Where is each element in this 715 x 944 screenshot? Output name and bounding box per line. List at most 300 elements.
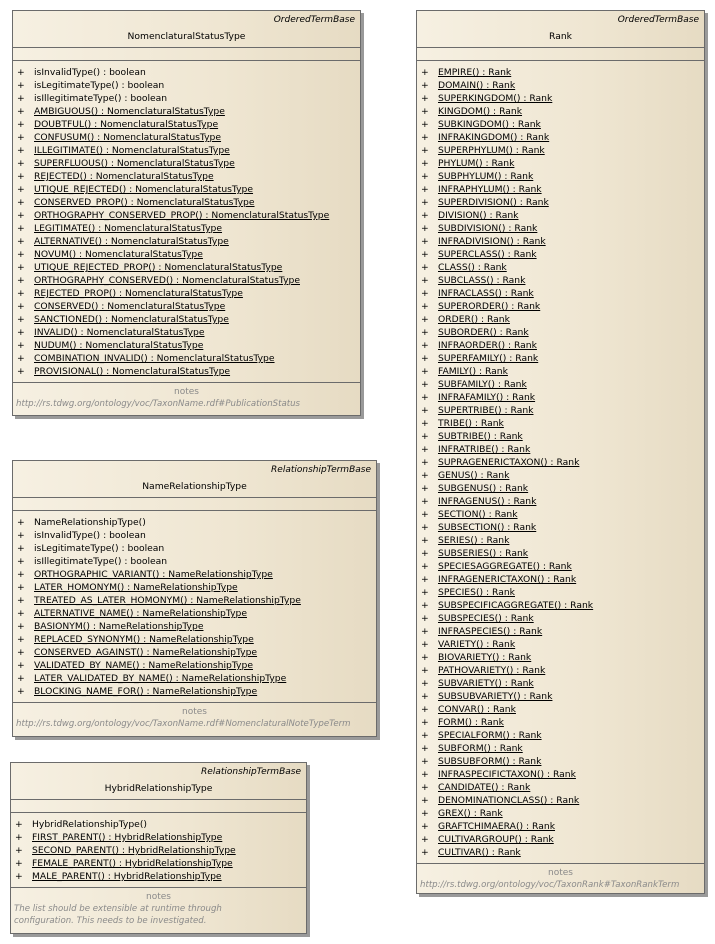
class-hybrid-relationship-type[interactable]: [10, 762, 307, 934]
operation-signature: SUBKINGDOM() : Rank: [438, 119, 541, 130]
operation-row[interactable]: [417, 521, 704, 534]
visibility-marker: +: [421, 704, 429, 715]
visibility-marker: +: [421, 132, 429, 143]
notes-compartment: [11, 888, 306, 927]
operation-row[interactable]: [13, 66, 360, 79]
operation-signature: GREX() : Rank: [438, 808, 503, 819]
operation-signature: COMBINATION_INVALID() : NomenclaturalStatusType: [34, 353, 275, 364]
operation-signature: ILLEGITIMATE() : NomenclaturalStatusType: [34, 145, 230, 156]
visibility-marker: +: [17, 366, 25, 377]
operation-row[interactable]: [417, 248, 704, 261]
operation-row[interactable]: [417, 313, 704, 326]
operation-row[interactable]: [13, 248, 360, 261]
notes-label: notes: [548, 868, 573, 878]
operation-row[interactable]: [417, 586, 704, 599]
notes-compartment: [417, 864, 704, 891]
visibility-marker: +: [17, 288, 25, 299]
operation-row[interactable]: [417, 118, 704, 131]
visibility-marker: +: [17, 660, 25, 671]
visibility-marker: +: [421, 171, 429, 182]
operation-signature: SERIES() : Rank: [438, 535, 510, 546]
operation-signature: INFRAGENERICTAXON() : Rank: [438, 574, 577, 585]
notes-text: http://rs.tdwg.org/ontology/voc/TaxonRank#TaxonRankTerm: [420, 880, 680, 890]
class-header: [13, 461, 376, 498]
visibility-marker: +: [421, 652, 429, 663]
visibility-marker: +: [421, 340, 429, 351]
operation-row[interactable]: [417, 430, 704, 443]
operation-signature: BASIONYM() : NameRelationshipType: [34, 621, 204, 632]
operation-row[interactable]: [13, 170, 360, 183]
visibility-marker: +: [17, 249, 25, 260]
operation-row[interactable]: [13, 607, 376, 620]
operation-row[interactable]: [417, 365, 704, 378]
operation-row[interactable]: [417, 157, 704, 170]
operation-signature: GENUS() : Rank: [438, 470, 510, 481]
operation-signature: isIllegitimateType() : boolean: [34, 556, 168, 567]
operation-signature: isInvalidType() : boolean: [34, 67, 146, 78]
operation-signature: CONSERVED_PROP() : NomenclaturalStatusType: [34, 197, 255, 208]
visibility-marker: +: [421, 457, 429, 468]
visibility-marker: +: [421, 522, 429, 533]
operation-row[interactable]: [13, 105, 360, 118]
operation-signature: INFRASPECIFICTAXON() : Rank: [438, 769, 576, 780]
operation-row[interactable]: [13, 633, 376, 646]
operation-signature: SUPERTRIBE() : Rank: [438, 405, 534, 416]
operation-row[interactable]: [13, 209, 360, 222]
operation-row[interactable]: [417, 456, 704, 469]
operation-signature: ORTHOGRAPHY_CONSERVED() : NomenclaturalStatusType: [34, 275, 300, 286]
operation-signature: ORDER() : Rank: [438, 314, 510, 325]
operation-row[interactable]: [417, 807, 704, 820]
visibility-marker: +: [17, 301, 25, 312]
visibility-marker: +: [421, 431, 429, 442]
operation-row[interactable]: [417, 573, 704, 586]
visibility-marker: +: [17, 223, 25, 234]
visibility-marker: +: [421, 678, 429, 689]
operation-row[interactable]: [13, 183, 360, 196]
operation-signature: DIVISION() : Rank: [438, 210, 519, 221]
visibility-marker: +: [421, 145, 429, 156]
operations-compartment: [13, 61, 360, 383]
operation-row[interactable]: [417, 183, 704, 196]
operation-signature: SUPERFLUOUS() : NomenclaturalStatusType: [34, 158, 235, 169]
operation-row[interactable]: [11, 870, 306, 883]
operation-row[interactable]: [417, 677, 704, 690]
notes-text: configuration. This needs to be investigated.: [14, 916, 207, 926]
operations-compartment: [417, 61, 704, 864]
visibility-marker: +: [421, 600, 429, 611]
operation-signature: INFRATRIBE() : Rank: [438, 444, 531, 455]
operation-signature: VALIDATED_BY_NAME() : NameRelationshipType: [34, 660, 253, 671]
visibility-marker: +: [421, 574, 429, 585]
class-name: HybridRelationshipType: [104, 783, 213, 794]
operation-signature: SUBPHYLUM() : Rank: [438, 171, 534, 182]
visibility-marker: +: [421, 691, 429, 702]
operation-signature: CULTIVAR() : Rank: [438, 847, 521, 858]
operation-signature: SUPERORDER() : Rank: [438, 301, 541, 312]
operation-row[interactable]: [417, 768, 704, 781]
attributes-compartment: [13, 48, 360, 61]
visibility-marker: +: [17, 132, 25, 143]
visibility-marker: +: [421, 548, 429, 559]
operation-signature: SUPERDIVISION() : Rank: [438, 197, 549, 208]
operation-row[interactable]: [417, 781, 704, 794]
operation-row[interactable]: [417, 794, 704, 807]
visibility-marker: +: [17, 340, 25, 351]
operation-row[interactable]: [13, 118, 360, 131]
operation-row[interactable]: [13, 352, 360, 365]
visibility-marker: +: [17, 608, 25, 619]
operation-signature: DOMAIN() : Rank: [438, 80, 516, 91]
operation-row[interactable]: [11, 857, 306, 870]
operation-row[interactable]: [13, 131, 360, 144]
visibility-marker: +: [421, 236, 429, 247]
operation-signature: INFRAPHYLUM() : Rank: [438, 184, 542, 195]
operation-row[interactable]: [11, 844, 306, 857]
operation-row[interactable]: [417, 612, 704, 625]
operation-row[interactable]: [417, 287, 704, 300]
operation-row[interactable]: [417, 339, 704, 352]
attributes-compartment: [417, 48, 704, 61]
operation-row[interactable]: [417, 105, 704, 118]
operation-signature: REJECTED_PROP() : NomenclaturalStatusType: [34, 288, 243, 299]
operation-row[interactable]: [13, 672, 376, 685]
operation-row[interactable]: [13, 339, 360, 352]
visibility-marker: +: [421, 808, 429, 819]
operation-signature: FEMALE_PARENT() : HybridRelationshipType: [32, 858, 233, 869]
visibility-marker: +: [421, 769, 429, 780]
operation-row[interactable]: [417, 66, 704, 79]
visibility-marker: +: [17, 67, 25, 78]
operation-signature: isIllegitimateType() : boolean: [34, 93, 168, 104]
visibility-marker: +: [421, 314, 429, 325]
operation-row[interactable]: [417, 742, 704, 755]
class-nomenclatural-status-type[interactable]: [12, 10, 361, 416]
attributes-compartment: [13, 498, 376, 511]
operation-row[interactable]: [13, 568, 376, 581]
class-header: [417, 11, 704, 48]
operation-row[interactable]: [417, 846, 704, 859]
visibility-marker: +: [421, 392, 429, 403]
operation-signature: UTIQUE_REJECTED_PROP() : NomenclaturalStatusType: [34, 262, 283, 273]
operation-row[interactable]: [417, 417, 704, 430]
operation-row[interactable]: [417, 209, 704, 222]
operation-row[interactable]: [13, 144, 360, 157]
operation-signature: SUBSUBVARIETY() : Rank: [438, 691, 553, 702]
operation-signature: SANCTIONED() : NomenclaturalStatusType: [34, 314, 229, 325]
operation-signature: INFRAKINGDOM() : Rank: [438, 132, 550, 143]
operation-row[interactable]: [13, 287, 360, 300]
operation-signature: CULTIVARGROUP() : Rank: [438, 834, 554, 845]
operation-signature: HybridRelationshipType(): [32, 819, 148, 830]
operation-row[interactable]: [13, 529, 376, 542]
operation-row[interactable]: [13, 326, 360, 339]
operation-row[interactable]: [417, 703, 704, 716]
operation-row[interactable]: [417, 274, 704, 287]
operation-signature: NOVUM() : NomenclaturalStatusType: [34, 249, 203, 260]
visibility-marker: +: [17, 595, 25, 606]
operation-signature: SUPERPHYLUM() : Rank: [438, 145, 545, 156]
operation-row[interactable]: [417, 300, 704, 313]
operation-row[interactable]: [13, 300, 360, 313]
operation-row[interactable]: [417, 560, 704, 573]
visibility-marker: +: [17, 569, 25, 580]
operation-row[interactable]: [13, 685, 376, 698]
operation-row[interactable]: [417, 820, 704, 833]
operation-signature: VARIETY() : Rank: [438, 639, 516, 650]
operation-row[interactable]: [417, 482, 704, 495]
operation-signature: INFRAFAMILY() : Rank: [438, 392, 536, 403]
visibility-marker: +: [421, 223, 429, 234]
visibility-marker: +: [17, 634, 25, 645]
visibility-marker: +: [421, 847, 429, 858]
operation-signature: TRIBE() : Rank: [438, 418, 504, 429]
operation-signature: SUPRAGENERICTAXON() : Rank: [438, 457, 580, 468]
operation-row[interactable]: [13, 313, 360, 326]
visibility-marker: +: [17, 517, 25, 528]
operation-signature: ORTHOGRAPHY_CONSERVED_PROP() : NomenclaturalStatusType: [34, 210, 330, 221]
visibility-marker: +: [17, 327, 25, 338]
visibility-marker: +: [421, 483, 429, 494]
visibility-marker: +: [421, 106, 429, 117]
operation-signature: SECTION() : Rank: [438, 509, 518, 520]
operation-row[interactable]: [417, 170, 704, 183]
operation-signature: FAMILY() : Rank: [438, 366, 508, 377]
operation-row[interactable]: [13, 196, 360, 209]
operation-row[interactable]: [13, 92, 360, 105]
operation-signature: PATHOVARIETY() : Rank: [438, 665, 546, 676]
operation-row[interactable]: [11, 831, 306, 844]
operation-row[interactable]: [417, 534, 704, 547]
visibility-marker: +: [17, 556, 25, 567]
notes-compartment: [13, 383, 360, 410]
operation-row[interactable]: [417, 833, 704, 846]
visibility-marker: +: [15, 871, 23, 882]
operation-row[interactable]: [13, 222, 360, 235]
operation-signature: SUBGENUS() : Rank: [438, 483, 529, 494]
operation-row[interactable]: [417, 716, 704, 729]
operation-signature: ORTHOGRAPHIC_VARIANT() : NameRelationshipType: [34, 569, 273, 580]
operation-signature: CONSERVED_AGAINST() : NameRelationshipType: [34, 647, 258, 658]
operation-row[interactable]: [13, 157, 360, 170]
visibility-marker: +: [421, 509, 429, 520]
operation-signature: CONVAR() : Rank: [438, 704, 516, 715]
operation-row[interactable]: [13, 261, 360, 274]
operation-row[interactable]: [417, 443, 704, 456]
visibility-marker: +: [421, 613, 429, 624]
visibility-marker: +: [17, 686, 25, 697]
operation-row[interactable]: [417, 508, 704, 521]
class-header: [11, 763, 306, 800]
operation-row[interactable]: [13, 646, 376, 659]
operation-signature: REPLACED_SYNONYM() : NameRelationshipType: [34, 634, 254, 645]
visibility-marker: +: [421, 119, 429, 130]
visibility-marker: +: [421, 366, 429, 377]
visibility-marker: +: [421, 67, 429, 78]
operation-signature: SPECIESAGGREGATE() : Rank: [438, 561, 572, 572]
visibility-marker: +: [421, 444, 429, 455]
operation-row[interactable]: [13, 594, 376, 607]
visibility-marker: +: [421, 587, 429, 598]
operation-row[interactable]: [417, 79, 704, 92]
operation-row[interactable]: [417, 547, 704, 560]
stereotype: RelationshipTermBase: [271, 465, 371, 475]
operation-signature: SUBSERIES() : Rank: [438, 548, 529, 559]
visibility-marker: +: [17, 106, 25, 117]
operation-row[interactable]: [13, 516, 376, 529]
visibility-marker: +: [421, 782, 429, 793]
visibility-marker: +: [17, 158, 25, 169]
operation-row[interactable]: [417, 144, 704, 157]
operation-signature: INFRADIVISION() : Rank: [438, 236, 546, 247]
visibility-marker: +: [421, 405, 429, 416]
operation-signature: DENOMINATIONCLASS() : Rank: [438, 795, 580, 806]
visibility-marker: +: [421, 626, 429, 637]
operation-signature: EMPIRE() : Rank: [438, 67, 512, 78]
operation-signature: CONSERVED() : NomenclaturalStatusType: [34, 301, 226, 312]
notes-text: http://rs.tdwg.org/ontology/voc/TaxonName.rdf#PublicationStatus: [16, 399, 301, 409]
visibility-marker: +: [421, 639, 429, 650]
operation-row[interactable]: [13, 365, 360, 378]
operation-row[interactable]: [11, 818, 306, 831]
operation-row[interactable]: [417, 326, 704, 339]
operation-signature: SPECIALFORM() : Rank: [438, 730, 542, 741]
operation-signature: DOUBTFUL() : NomenclaturalStatusType: [34, 119, 219, 130]
operation-signature: isInvalidType() : boolean: [34, 530, 146, 541]
visibility-marker: +: [15, 819, 23, 830]
visibility-marker: +: [17, 236, 25, 247]
operation-signature: LATER_HOMONYM() : NameRelationshipType: [34, 582, 238, 593]
operation-row[interactable]: [13, 581, 376, 594]
operation-signature: SUBFORM() : Rank: [438, 743, 523, 754]
operation-row[interactable]: [417, 352, 704, 365]
operation-signature: FIRST_PARENT() : HybridRelationshipType: [32, 832, 223, 843]
operation-row[interactable]: [417, 92, 704, 105]
class-name-relationship-type[interactable]: [12, 460, 377, 737]
operation-row[interactable]: [13, 274, 360, 287]
attributes-compartment: [11, 800, 306, 813]
operation-row[interactable]: [417, 222, 704, 235]
operation-signature: BLOCKING_NAME_FOR() : NameRelationshipType: [34, 686, 258, 697]
visibility-marker: +: [421, 795, 429, 806]
operation-signature: GRAFTCHIMAERA() : Rank: [438, 821, 556, 832]
operation-row[interactable]: [417, 391, 704, 404]
stereotype: OrderedTermBase: [273, 15, 355, 25]
operation-row[interactable]: [417, 664, 704, 677]
operation-signature: REJECTED() : NomenclaturalStatusType: [34, 171, 214, 182]
operation-row[interactable]: [417, 625, 704, 638]
operation-signature: PHYLUM() : Rank: [438, 158, 515, 169]
visibility-marker: +: [17, 210, 25, 221]
visibility-marker: +: [17, 119, 25, 130]
operation-signature: AMBIGUOUS() : NomenclaturalStatusType: [34, 106, 225, 117]
operation-signature: SUBORDER() : Rank: [438, 327, 529, 338]
visibility-marker: +: [421, 379, 429, 390]
operation-row[interactable]: [13, 235, 360, 248]
operation-signature: SPECIES() : Rank: [438, 587, 515, 598]
visibility-marker: +: [421, 353, 429, 364]
operation-signature: isLegitimateType() : boolean: [34, 543, 165, 554]
operation-row[interactable]: [13, 555, 376, 568]
operation-signature: CLASS() : Rank: [438, 262, 507, 273]
notes-label: notes: [146, 892, 171, 902]
operation-signature: TREATED_AS_LATER_HOMONYM() : NameRelationshipType: [34, 595, 301, 606]
visibility-marker: +: [15, 832, 23, 843]
operation-signature: SUBSUBFORM() : Rank: [438, 756, 542, 767]
operation-row[interactable]: [417, 690, 704, 703]
class-name: NameRelationshipType: [142, 481, 247, 492]
visibility-marker: +: [17, 543, 25, 554]
operation-row[interactable]: [417, 755, 704, 768]
visibility-marker: +: [421, 158, 429, 169]
visibility-marker: +: [421, 418, 429, 429]
operation-signature: INFRAGENUS() : Rank: [438, 496, 537, 507]
operation-signature: SUBSPECIES() : Rank: [438, 613, 534, 624]
operation-row[interactable]: [13, 79, 360, 92]
operation-row[interactable]: [417, 599, 704, 612]
visibility-marker: +: [17, 93, 25, 104]
visibility-marker: +: [421, 275, 429, 286]
operation-row[interactable]: [417, 196, 704, 209]
operation-row[interactable]: [417, 131, 704, 144]
operation-signature: LATER_VALIDATED_BY_NAME() : NameRelationshipType: [34, 673, 287, 684]
visibility-marker: +: [421, 327, 429, 338]
visibility-marker: +: [421, 197, 429, 208]
operation-row[interactable]: [417, 729, 704, 742]
visibility-marker: +: [421, 184, 429, 195]
operation-row[interactable]: [417, 495, 704, 508]
visibility-marker: +: [421, 561, 429, 572]
operation-row[interactable]: [417, 261, 704, 274]
notes-text: The list should be extensible at runtime through: [14, 904, 222, 914]
visibility-marker: +: [17, 621, 25, 632]
operation-signature: SUPERKINGDOM() : Rank: [438, 93, 553, 104]
visibility-marker: +: [17, 275, 25, 286]
visibility-marker: +: [421, 288, 429, 299]
class-rank[interactable]: [416, 10, 705, 894]
operations-compartment: [11, 813, 306, 888]
operation-signature: SUPERFAMILY() : Rank: [438, 353, 539, 364]
visibility-marker: +: [17, 582, 25, 593]
operation-signature: SUBVARIETY() : Rank: [438, 678, 534, 689]
operation-signature: INFRAORDER() : Rank: [438, 340, 537, 351]
operation-row[interactable]: [417, 638, 704, 651]
operation-signature: BIOVARIETY() : Rank: [438, 652, 532, 663]
stereotype: RelationshipTermBase: [201, 767, 301, 777]
operation-signature: SUPERCLASS() : Rank: [438, 249, 537, 260]
operation-row[interactable]: [13, 542, 376, 555]
operation-row[interactable]: [13, 659, 376, 672]
operation-row[interactable]: [417, 235, 704, 248]
visibility-marker: +: [17, 530, 25, 541]
operation-signature: SUBDIVISION() : Rank: [438, 223, 538, 234]
operation-signature: LEGITIMATE() : NomenclaturalStatusType: [34, 223, 223, 234]
operation-signature: isLegitimateType() : boolean: [34, 80, 165, 91]
notes-label: notes: [182, 707, 207, 717]
visibility-marker: +: [421, 470, 429, 481]
operation-signature: INFRACLASS() : Rank: [438, 288, 534, 299]
operation-row[interactable]: [417, 651, 704, 664]
visibility-marker: +: [421, 496, 429, 507]
visibility-marker: +: [421, 80, 429, 91]
operation-row[interactable]: [417, 404, 704, 417]
visibility-marker: +: [421, 301, 429, 312]
operation-signature: SUBSPECIFICAGGREGATE() : Rank: [438, 600, 594, 611]
operation-row[interactable]: [417, 469, 704, 482]
operation-signature: SECOND_PARENT() : HybridRelationshipType: [32, 845, 236, 856]
operation-row[interactable]: [13, 620, 376, 633]
operation-row[interactable]: [417, 378, 704, 391]
